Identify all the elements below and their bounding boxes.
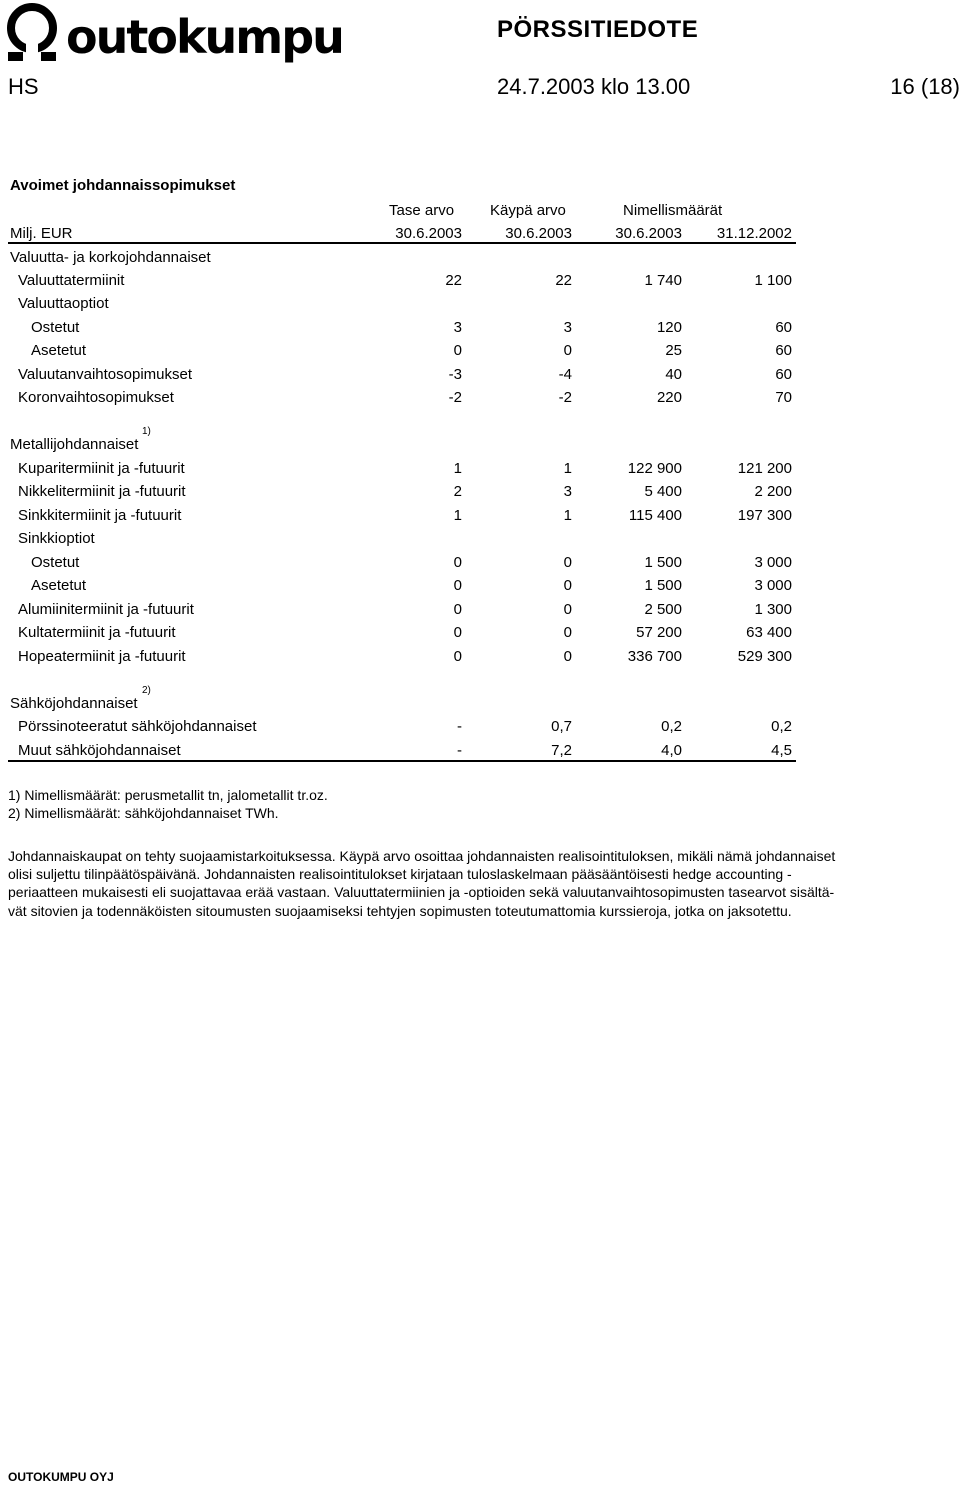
row-value: 0 bbox=[563, 577, 572, 594]
paragraph-line: vät sitovien ja todennäköisten sitoumusten suojaamiseksi tehtyjen sopimusten toteutumattomia kurssieroja, jotka on jaksotettu. bbox=[8, 902, 792, 919]
col-header-nimellismaarat: Nimellismäärät bbox=[623, 202, 723, 219]
row-value: -2 bbox=[558, 389, 572, 406]
unit-label: Milj. EUR bbox=[10, 225, 73, 242]
row-value: 22 bbox=[445, 272, 462, 289]
row-value: 2 200 bbox=[754, 483, 792, 500]
row-value: 7,2 bbox=[551, 742, 572, 759]
header-code: HS bbox=[8, 74, 39, 99]
row-value: 4,5 bbox=[771, 742, 792, 759]
row-label: Valuutanvaihtosopimukset bbox=[18, 366, 192, 383]
row-label: Asetetut bbox=[31, 342, 87, 359]
row-label: Alumiinitermiinit ja -futuurit bbox=[18, 601, 194, 618]
row-label: Sinkkioptiot bbox=[18, 530, 95, 547]
row-value: 3 000 bbox=[754, 577, 792, 594]
row-value: 2 500 bbox=[644, 601, 682, 618]
header-date-time: 24.7.2003 klo 13.00 bbox=[497, 74, 691, 99]
row-value: 1 bbox=[453, 507, 462, 524]
row-value: 0 bbox=[563, 601, 572, 618]
row-value: - bbox=[457, 718, 462, 735]
paragraph-line: periaatteen mukaisesti eli suojattavaa erää vastaan. Valuuttatermiinien ja -optioiden sekä valuutanvaihtosopimusten tasearvot sisältä- bbox=[8, 884, 835, 901]
row-value: - bbox=[457, 742, 462, 759]
row-label: Ostetut bbox=[31, 554, 80, 571]
row-label: Valuuttaoptiot bbox=[18, 295, 109, 312]
row-value: 0 bbox=[453, 554, 462, 571]
row-value: 22 bbox=[555, 272, 572, 289]
table-bottom-rule bbox=[8, 760, 796, 762]
row-value: 1 100 bbox=[754, 272, 792, 289]
col-header-kaypa-arvo: Käypä arvo bbox=[490, 202, 566, 219]
outokumpu-symbol-icon bbox=[4, 2, 64, 68]
row-value: 0 bbox=[563, 624, 572, 641]
row-value: 1 bbox=[563, 507, 572, 524]
document-type: PÖRSSITIEDOTE bbox=[497, 16, 699, 43]
row-value: 2 bbox=[453, 483, 462, 500]
row-value: 0 bbox=[563, 648, 572, 665]
row-value: 336 700 bbox=[627, 648, 682, 665]
row-value: 63 400 bbox=[746, 624, 792, 641]
row-value: 0,2 bbox=[771, 718, 792, 735]
row-value: 4,0 bbox=[661, 742, 682, 759]
row-value: 120 bbox=[656, 319, 682, 336]
footer-company: OUTOKUMPU OYJ bbox=[8, 1470, 114, 1484]
header-rule bbox=[8, 242, 796, 244]
row-value: 121 200 bbox=[737, 460, 792, 477]
row-value: 40 bbox=[665, 366, 682, 383]
row-value: 115 400 bbox=[628, 507, 682, 524]
date-header: 30.6.2003 bbox=[615, 225, 682, 242]
row-value: -2 bbox=[448, 389, 462, 406]
row-value: 529 300 bbox=[737, 648, 792, 665]
row-value: 0 bbox=[453, 648, 462, 665]
row-label: Sinkkitermiinit ja -futuurit bbox=[18, 507, 182, 524]
row-value: 0 bbox=[563, 342, 572, 359]
row-value: 0 bbox=[453, 577, 462, 594]
footnote-1: 1) Nimellismäärät: perusmetallit tn, jalometallit tr.oz. bbox=[8, 787, 328, 803]
row-label: Hopeatermiinit ja -futuurit bbox=[18, 648, 186, 665]
row-value: 122 900 bbox=[627, 460, 682, 477]
paragraph-line: Johdannaiskaupat on tehty suojaamistarkoituksessa. Käypä arvo osoittaa johdannaisten realisointituloksen, mikäli nämä johdannaiset bbox=[8, 848, 836, 864]
row-value: 0,7 bbox=[551, 718, 572, 735]
row-value: 60 bbox=[775, 366, 792, 383]
row-label: Valuuttatermiinit bbox=[18, 272, 125, 289]
logo-wordmark: outokumpu bbox=[66, 10, 343, 64]
row-label: Asetetut bbox=[31, 577, 87, 594]
row-value: 57 200 bbox=[636, 624, 682, 641]
row-value: -3 bbox=[448, 366, 462, 383]
row-value: 1 500 bbox=[644, 554, 682, 571]
date-header: 30.6.2003 bbox=[395, 225, 462, 242]
row-value: 0,2 bbox=[661, 718, 682, 735]
row-value: 3 000 bbox=[754, 554, 792, 571]
header-page-info: 16 (18) bbox=[890, 74, 960, 99]
row-value: 0 bbox=[453, 342, 462, 359]
section-title: Avoimet johdannaissopimukset bbox=[10, 177, 236, 194]
explanatory-paragraph bbox=[8, 847, 953, 920]
row-label: Kultatermiinit ja -futuurit bbox=[18, 624, 176, 641]
row-label: Metallijohdannaiset bbox=[10, 436, 139, 453]
row-value: 3 bbox=[453, 319, 462, 336]
row-value: -4 bbox=[558, 366, 572, 383]
row-label: Ostetut bbox=[31, 319, 80, 336]
col-header-tase-arvo: Tase arvo bbox=[389, 202, 455, 219]
row-value: 197 300 bbox=[737, 507, 792, 524]
row-value: 1 740 bbox=[644, 272, 682, 289]
company-logo bbox=[4, 2, 343, 68]
row-label: Koronvaihtosopimukset bbox=[18, 389, 174, 406]
row-value: 0 bbox=[453, 601, 462, 618]
date-header: 31.12.2002 bbox=[716, 225, 792, 242]
row-value: 60 bbox=[775, 319, 792, 336]
row-value: 0 bbox=[453, 624, 462, 641]
footnote-2: 2) Nimellismäärät: sähköjohdannaiset TWh. bbox=[8, 805, 279, 821]
row-value: 0 bbox=[563, 554, 572, 571]
row-value: 1 500 bbox=[644, 577, 682, 594]
paragraph-line: olisi suljettu tilinpäätöspäivänä. Johdannaisten realisointitulokset kirjataan tuloslaskelmaan pääsääntöisesti hedge accounting - bbox=[8, 866, 792, 883]
row-value: 60 bbox=[775, 342, 792, 359]
row-value: 1 bbox=[563, 460, 572, 477]
row-label: Valuutta- ja korkojohdannaiset bbox=[10, 249, 211, 266]
row-label: Sähköjohdannaiset bbox=[10, 695, 138, 712]
row-label: Nikkelitermiinit ja -futuurit bbox=[18, 483, 186, 500]
row-value: 1 bbox=[453, 460, 462, 477]
row-label: Muut sähköjohdannaiset bbox=[18, 742, 181, 759]
row-value: 3 bbox=[563, 483, 572, 500]
row-value: 220 bbox=[656, 389, 682, 406]
row-value: 25 bbox=[665, 342, 682, 359]
row-value: 1 300 bbox=[754, 601, 792, 618]
row-label: Pörssinoteeratut sähköjohdannaiset bbox=[18, 718, 257, 735]
date-header: 30.6.2003 bbox=[505, 225, 572, 242]
row-value: 5 400 bbox=[644, 483, 682, 500]
row-value: 3 bbox=[563, 319, 572, 336]
row-value: 70 bbox=[775, 389, 792, 406]
row-label: Kuparitermiinit ja -futuurit bbox=[18, 460, 185, 477]
